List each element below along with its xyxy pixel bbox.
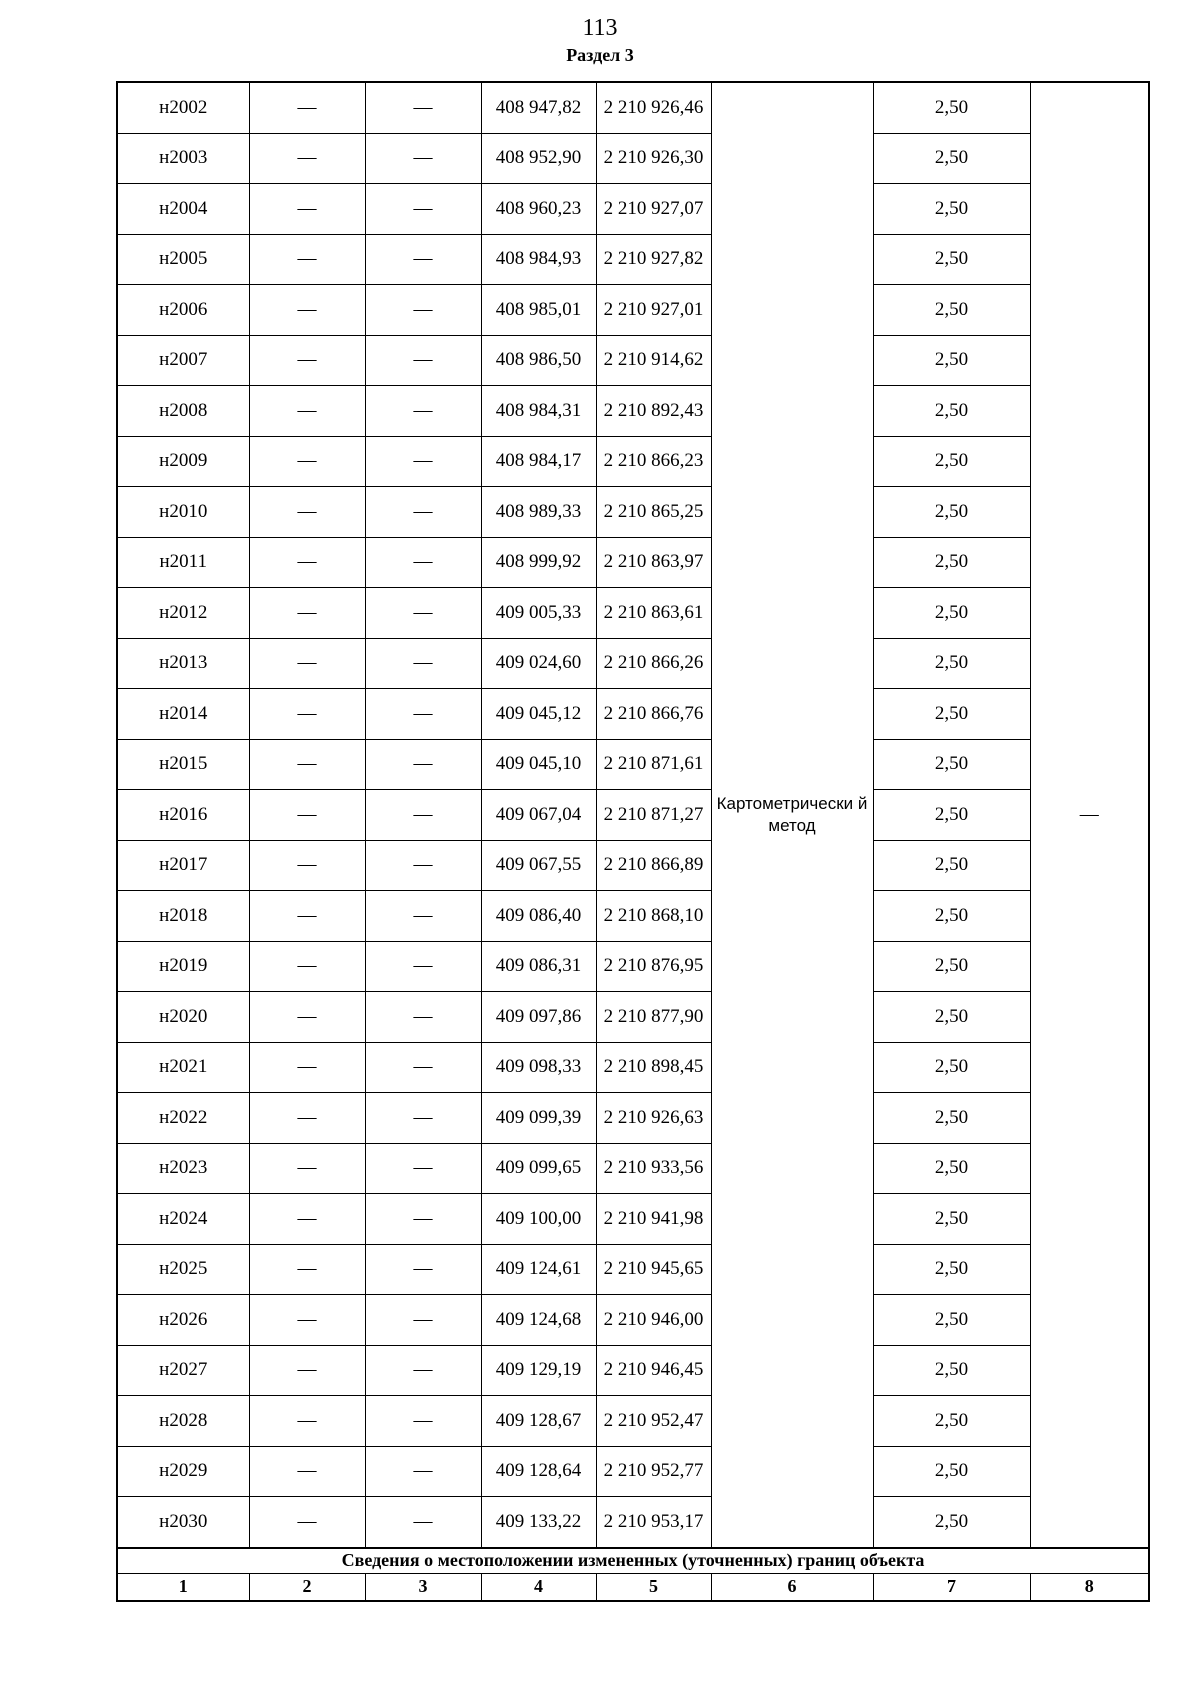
x-coordinate-cell: 409 100,00 [481,1194,596,1245]
precision-cell: 2,50 [873,588,1030,639]
y-coordinate-cell: 2 210 892,43 [596,386,711,437]
column-numbers-row [117,1573,1149,1601]
precision-cell: 2,50 [873,285,1030,336]
column3-cell: — [365,335,481,386]
x-coordinate-cell: 409 097,86 [481,992,596,1043]
column2-cell: — [249,941,365,992]
x-coordinate-cell: 409 129,19 [481,1345,596,1396]
column3-cell: — [365,941,481,992]
table-row [117,992,1149,1043]
precision-cell: 2,50 [873,1042,1030,1093]
y-coordinate-cell: 2 210 866,76 [596,689,711,740]
point-cell: н2005 [117,234,249,285]
column3-cell: — [365,1143,481,1194]
column3-cell: — [365,1446,481,1497]
point-cell: н2020 [117,992,249,1043]
precision-cell: 2,50 [873,487,1030,538]
column2-cell: — [249,184,365,235]
method-cell: Картометрически й метод [711,82,873,1548]
column-number: 7 [873,1573,1030,1601]
column2-cell: — [249,1497,365,1548]
column-number: 2 [249,1573,365,1601]
column2-cell: — [249,1042,365,1093]
y-coordinate-cell: 2 210 877,90 [596,992,711,1043]
x-coordinate-cell: 408 999,92 [481,537,596,588]
point-cell: н2010 [117,487,249,538]
x-coordinate-cell: 409 098,33 [481,1042,596,1093]
y-coordinate-cell: 2 210 926,63 [596,1093,711,1144]
table-row [117,790,1149,841]
column3-cell: — [365,739,481,790]
point-cell: н2004 [117,184,249,235]
x-coordinate-cell: 409 086,40 [481,891,596,942]
column2-cell: — [249,234,365,285]
point-cell: н2025 [117,1244,249,1295]
point-cell: н2022 [117,1093,249,1144]
y-coordinate-cell: 2 210 871,61 [596,739,711,790]
point-cell: н2019 [117,941,249,992]
coordinates-table [116,81,1150,1602]
precision-cell: 2,50 [873,82,1030,133]
column3-cell: — [365,588,481,639]
y-coordinate-cell: 2 210 927,07 [596,184,711,235]
column2-cell: — [249,992,365,1043]
precision-cell: 2,50 [873,689,1030,740]
column3-cell: — [365,1396,481,1447]
y-coordinate-cell: 2 210 945,65 [596,1244,711,1295]
precision-cell: 2,50 [873,436,1030,487]
point-cell: н2017 [117,840,249,891]
x-coordinate-cell: 409 067,55 [481,840,596,891]
point-cell: н2013 [117,638,249,689]
column-number: 3 [365,1573,481,1601]
precision-cell: 2,50 [873,1446,1030,1497]
table-row [117,1446,1149,1497]
x-coordinate-cell: 409 005,33 [481,588,596,639]
point-cell: н2003 [117,133,249,184]
table-row [117,234,1149,285]
x-coordinate-cell: 409 128,67 [481,1396,596,1447]
column3-cell: — [365,790,481,841]
y-coordinate-cell: 2 210 876,95 [596,941,711,992]
column3-cell: — [365,82,481,133]
point-cell: н2012 [117,588,249,639]
point-cell: н2014 [117,689,249,740]
table-row [117,82,1149,133]
column2-cell: — [249,1194,365,1245]
point-cell: н2023 [117,1143,249,1194]
column3-cell: — [365,689,481,740]
column2-cell: — [249,1143,365,1194]
column8-cell: — [1030,82,1149,1548]
column3-cell: — [365,891,481,942]
table-row [117,184,1149,235]
column2-cell: — [249,537,365,588]
column-number: 5 [596,1573,711,1601]
table-row [117,487,1149,538]
x-coordinate-cell: 408 989,33 [481,487,596,538]
table-caption: Сведения о местоположении измененных (уточненных) границ объекта [117,1548,1149,1574]
column3-cell: — [365,1093,481,1144]
precision-cell: 2,50 [873,234,1030,285]
column3-cell: — [365,1244,481,1295]
table-row [117,1497,1149,1548]
precision-cell: 2,50 [873,790,1030,841]
y-coordinate-cell: 2 210 863,97 [596,537,711,588]
precision-cell: 2,50 [873,638,1030,689]
x-coordinate-cell: 408 984,93 [481,234,596,285]
precision-cell: 2,50 [873,1143,1030,1194]
table-row [117,739,1149,790]
y-coordinate-cell: 2 210 953,17 [596,1497,711,1548]
precision-cell: 2,50 [873,1497,1030,1548]
x-coordinate-cell: 409 086,31 [481,941,596,992]
column2-cell: — [249,1093,365,1144]
point-cell: н2021 [117,1042,249,1093]
column3-cell: — [365,992,481,1043]
column2-cell: — [249,840,365,891]
point-cell: н2007 [117,335,249,386]
precision-cell: 2,50 [873,184,1030,235]
y-coordinate-cell: 2 210 952,77 [596,1446,711,1497]
column3-cell: — [365,487,481,538]
table-row [117,335,1149,386]
table-row [117,1093,1149,1144]
point-cell: н2002 [117,82,249,133]
table-row [117,941,1149,992]
x-coordinate-cell: 408 947,82 [481,82,596,133]
x-coordinate-cell: 409 099,65 [481,1143,596,1194]
column2-cell: — [249,1295,365,1346]
precision-cell: 2,50 [873,891,1030,942]
table-row [117,1194,1149,1245]
caption-row [117,1548,1149,1574]
table-row [117,1295,1149,1346]
column3-cell: — [365,840,481,891]
table-row [117,1042,1149,1093]
y-coordinate-cell: 2 210 868,10 [596,891,711,942]
point-cell: н2009 [117,436,249,487]
y-coordinate-cell: 2 210 926,46 [596,82,711,133]
x-coordinate-cell: 409 067,04 [481,790,596,841]
table-body [117,82,1149,1601]
table-row [117,1143,1149,1194]
table-row [117,588,1149,639]
column3-cell: — [365,386,481,437]
x-coordinate-cell: 409 124,68 [481,1295,596,1346]
x-coordinate-cell: 409 045,10 [481,739,596,790]
y-coordinate-cell: 2 210 863,61 [596,588,711,639]
point-cell: н2008 [117,386,249,437]
x-coordinate-cell: 408 986,50 [481,335,596,386]
column3-cell: — [365,234,481,285]
x-coordinate-cell: 409 099,39 [481,1093,596,1144]
column2-cell: — [249,1396,365,1447]
column2-cell: — [249,638,365,689]
column2-cell: — [249,285,365,336]
column3-cell: — [365,1497,481,1548]
column2-cell: — [249,386,365,437]
y-coordinate-cell: 2 210 866,89 [596,840,711,891]
column3-cell: — [365,133,481,184]
column2-cell: — [249,588,365,639]
x-coordinate-cell: 409 128,64 [481,1446,596,1497]
table-row [117,891,1149,942]
point-cell: н2024 [117,1194,249,1245]
column3-cell: — [365,1295,481,1346]
x-coordinate-cell: 408 952,90 [481,133,596,184]
column3-cell: — [365,285,481,336]
precision-cell: 2,50 [873,840,1030,891]
y-coordinate-cell: 2 210 914,62 [596,335,711,386]
column3-cell: — [365,537,481,588]
precision-cell: 2,50 [873,739,1030,790]
column2-cell: — [249,436,365,487]
column3-cell: — [365,638,481,689]
y-coordinate-cell: 2 210 941,98 [596,1194,711,1245]
column2-cell: — [249,1446,365,1497]
table-row [117,537,1149,588]
precision-cell: 2,50 [873,537,1030,588]
x-coordinate-cell: 408 960,23 [481,184,596,235]
table-row [117,133,1149,184]
column2-cell: — [249,689,365,740]
y-coordinate-cell: 2 210 926,30 [596,133,711,184]
table-row [117,1345,1149,1396]
column2-cell: — [249,790,365,841]
precision-cell: 2,50 [873,1244,1030,1295]
precision-cell: 2,50 [873,992,1030,1043]
point-cell: н2018 [117,891,249,942]
precision-cell: 2,50 [873,335,1030,386]
y-coordinate-cell: 2 210 866,23 [596,436,711,487]
column2-cell: — [249,82,365,133]
x-coordinate-cell: 408 984,31 [481,386,596,437]
column2-cell: — [249,891,365,942]
precision-cell: 2,50 [873,133,1030,184]
column-number: 1 [117,1573,249,1601]
column3-cell: — [365,1042,481,1093]
column2-cell: — [249,133,365,184]
x-coordinate-cell: 409 133,22 [481,1497,596,1548]
table-row [117,1396,1149,1447]
y-coordinate-cell: 2 210 952,47 [596,1396,711,1447]
column-number: 6 [711,1573,873,1601]
section-title: Раздел 3 [566,45,634,65]
precision-cell: 2,50 [873,1396,1030,1447]
y-coordinate-cell: 2 210 946,00 [596,1295,711,1346]
point-cell: н2027 [117,1345,249,1396]
y-coordinate-cell: 2 210 898,45 [596,1042,711,1093]
table-row [117,285,1149,336]
precision-cell: 2,50 [873,1295,1030,1346]
point-cell: н2015 [117,739,249,790]
point-cell: н2016 [117,790,249,841]
column3-cell: — [365,1345,481,1396]
x-coordinate-cell: 409 024,60 [481,638,596,689]
point-cell: н2026 [117,1295,249,1346]
precision-cell: 2,50 [873,1194,1030,1245]
y-coordinate-cell: 2 210 946,45 [596,1345,711,1396]
column2-cell: — [249,1244,365,1295]
y-coordinate-cell: 2 210 865,25 [596,487,711,538]
column3-cell: — [365,1194,481,1245]
column3-cell: — [365,184,481,235]
table-row [117,638,1149,689]
x-coordinate-cell: 409 124,61 [481,1244,596,1295]
column2-cell: — [249,739,365,790]
page-number: 113 [582,15,618,41]
y-coordinate-cell: 2 210 871,27 [596,790,711,841]
point-cell: н2029 [117,1446,249,1497]
table-row [117,386,1149,437]
x-coordinate-cell: 409 045,12 [481,689,596,740]
column2-cell: — [249,335,365,386]
column-number: 4 [481,1573,596,1601]
precision-cell: 2,50 [873,1345,1030,1396]
point-cell: н2006 [117,285,249,336]
y-coordinate-cell: 2 210 866,26 [596,638,711,689]
column-number: 8 [1030,1573,1149,1601]
column2-cell: — [249,487,365,538]
point-cell: н2011 [117,537,249,588]
y-coordinate-cell: 2 210 927,01 [596,285,711,336]
precision-cell: 2,50 [873,1093,1030,1144]
x-coordinate-cell: 408 984,17 [481,436,596,487]
point-cell: н2030 [117,1497,249,1548]
point-cell: н2028 [117,1396,249,1447]
table-row [117,436,1149,487]
table-row [117,1244,1149,1295]
table-row [117,689,1149,740]
precision-cell: 2,50 [873,386,1030,437]
y-coordinate-cell: 2 210 933,56 [596,1143,711,1194]
column3-cell: — [365,436,481,487]
table-row [117,840,1149,891]
y-coordinate-cell: 2 210 927,82 [596,234,711,285]
column2-cell: — [249,1345,365,1396]
precision-cell: 2,50 [873,941,1030,992]
x-coordinate-cell: 408 985,01 [481,285,596,336]
